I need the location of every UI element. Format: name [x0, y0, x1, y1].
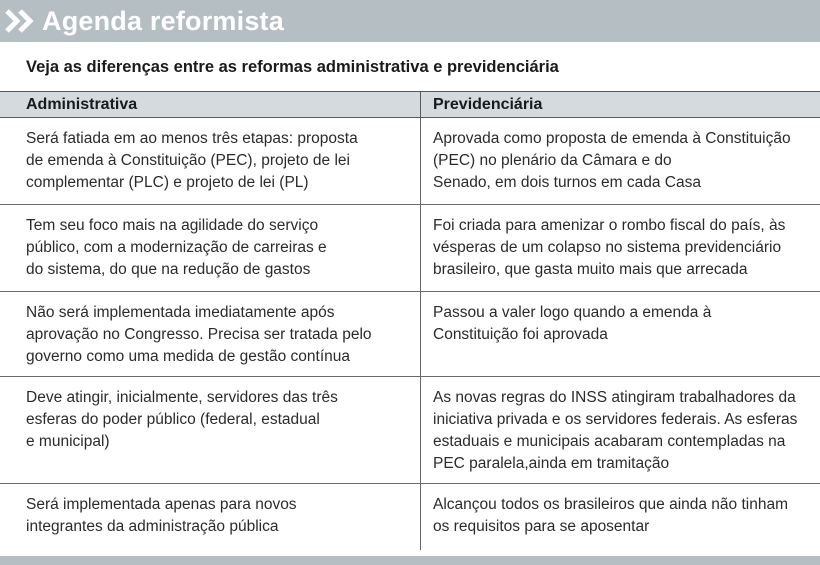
- table-cell-previdenciaria: As novas regras do INSS atingiram trabalhadores da iniciativa privada e os servidores federais. As esferas estaduais e municipais acabaram contempladas na PEC paralela,ainda em tramitação: [420, 377, 820, 483]
- table-row: [0, 205, 820, 292]
- table-cell-previdenciaria: Aprovada como proposta de emenda à Constituição (PEC) no plenário da Câmara e do Senado, em dois turnos em cada Casa: [420, 118, 820, 204]
- comparison-table: [0, 91, 820, 550]
- table-header-row: [0, 91, 820, 118]
- table-cell-administrativa: Será fatiada em ao menos três etapas: proposta de emenda à Constituição (PEC), projeto de lei complementar (PLC) e projeto de lei (PL): [26, 130, 358, 191]
- table-row: [0, 118, 820, 205]
- column-header-previdenciaria: Previdenciária: [420, 92, 820, 117]
- table-cell-previdenciaria: Passou a valer logo quando a emenda à Constituição foi aprovada: [420, 292, 820, 376]
- header-bar: [0, 0, 820, 42]
- column-header-administrativa: Administrativa: [26, 96, 138, 113]
- table-cell-administrativa: Será implementada apenas para novos integrantes da administração pública: [26, 496, 297, 535]
- table-cell-previdenciaria: Foi criada para amenizar o rombo fiscal do país, às vésperas de um colapso no sistema previdenciário brasileiro, que gasta muito mais que arrecada: [420, 205, 820, 291]
- footer-bar: [0, 556, 820, 565]
- table-cell-administrativa: Tem seu foco mais na agilidade do serviço público, com a modernização de carreiras e do sistema, do que na redução de gastos: [26, 217, 327, 278]
- table-cell-administrativa: Deve atingir, inicialmente, servidores das três esferas do poder público (federal, estadual e municipal): [26, 389, 338, 450]
- table-row: [0, 377, 820, 484]
- table-cell-administrativa: Não será implementada imediatamente após aprovação no Congresso. Precisa ser tratada pelo governo como uma medida de gestão contínua: [26, 304, 372, 365]
- double-chevron-right-icon: [4, 0, 40, 42]
- subtitle: Veja as diferenças entre as reformas administrativa e previdenciária: [26, 58, 559, 76]
- table-row: [0, 484, 820, 550]
- page-title: Agenda reformista: [42, 5, 284, 36]
- table-row: [0, 292, 820, 377]
- table-cell-previdenciaria: Alcançou todos os brasileiros que ainda não tinham os requisitos para se aposentar: [420, 484, 820, 550]
